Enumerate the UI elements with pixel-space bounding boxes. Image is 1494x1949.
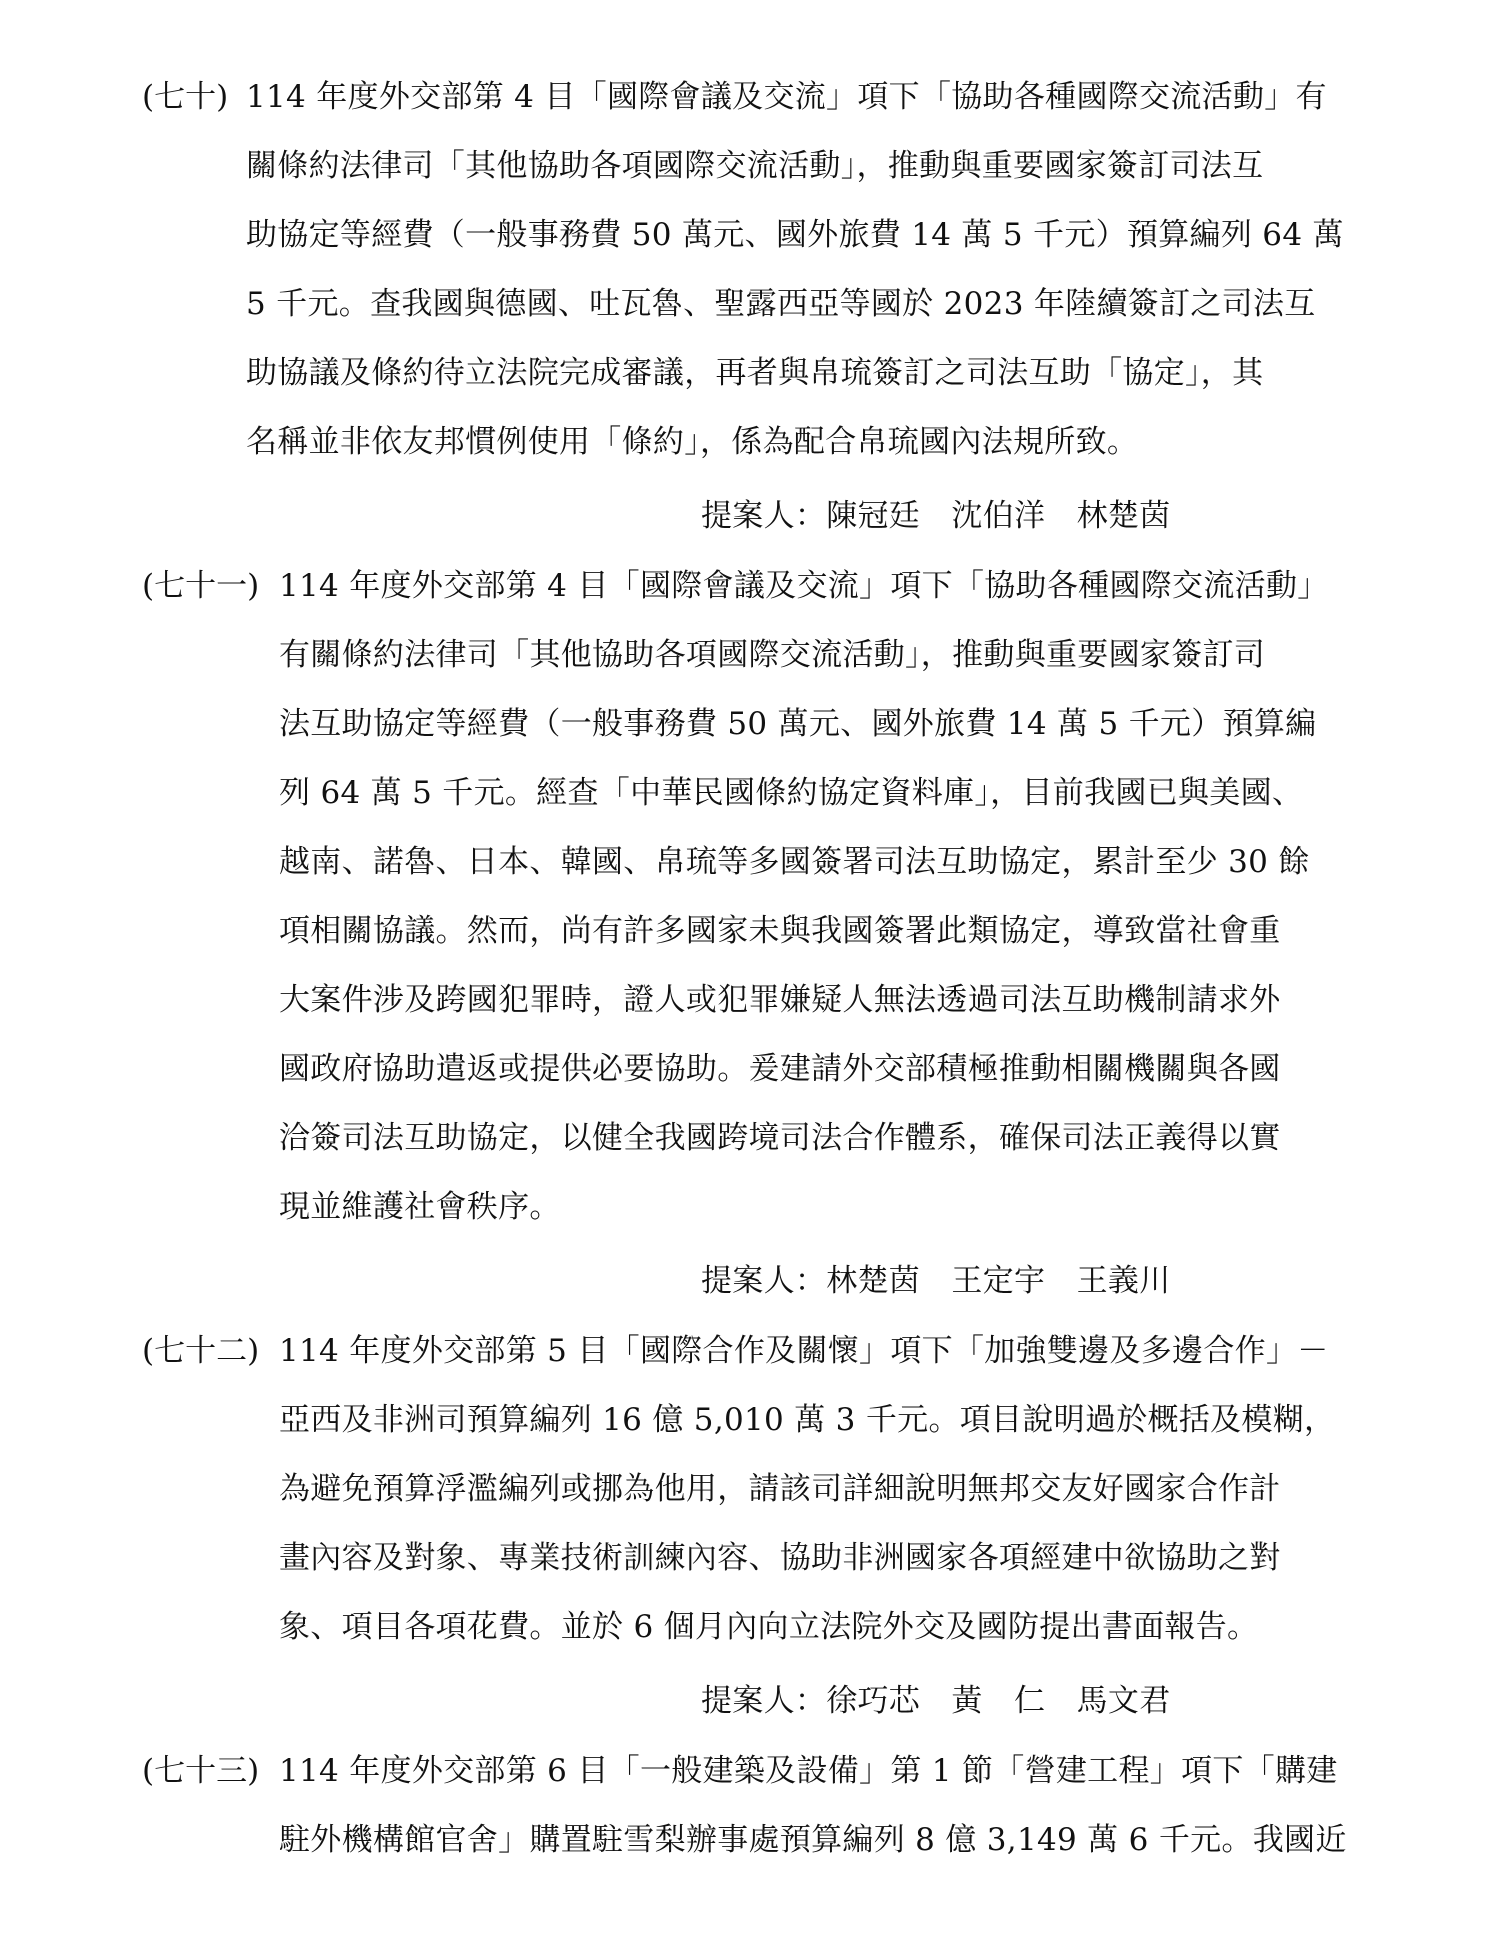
paragraph-line: 有關條約法律司「其他協助各項國際交流活動」，推動與重要國家簽訂司 [279, 637, 1266, 673]
paragraph-line: 法互助協定等經費（一般事務費 50 萬元、國外旅費 14 萬 5 千元）預算編 [279, 706, 1317, 742]
paragraph-line: 國政府協助遣返或提供必要協助。爰建請外交部積極推動相關機關與各國 [279, 1051, 1281, 1087]
paragraph-line: 助協定等經費（一般事務費 50 萬元、國外旅費 14 萬 5 千元）預算編列 64 萬 [246, 217, 1344, 253]
paragraph-line: 大案件涉及跨國犯罪時，證人或犯罪嫌疑人無法透過司法互助機制請求外 [279, 982, 1281, 1018]
paragraph-line: 越南、諾魯、日本、韓國、帛琉等多國簽署司法互助協定，累計至少 30 餘 [279, 844, 1310, 880]
paragraph-line: 名稱並非依友邦慣例使用「條約」，係為配合帛琉國內法規所致。 [246, 424, 1139, 460]
item-number: (七十一) [142, 568, 260, 604]
paragraph-line: 助協議及條約待立法院完成審議，再者與帛琉簽訂之司法互助「協定」，其 [246, 355, 1264, 391]
paragraph-line: 114 年度外交部第 6 目「一般建築及設備」第 1 節「營建工程」項下「購建 [279, 1753, 1338, 1789]
paragraph-line: 114 年度外交部第 4 目「國際會議及交流」項下「協助各種國際交流活動」有 [246, 79, 1327, 115]
item-number: (七十) [142, 79, 229, 115]
item-number: (七十二) [142, 1333, 260, 1369]
paragraph-line: 114 年度外交部第 4 目「國際會議及交流」項下「協助各種國際交流活動」 [279, 568, 1329, 604]
proposers: 提案人：林楚茵 王定宇 王義川 [701, 1263, 1171, 1299]
proposers: 提案人：陳冠廷 沈伯洋 林楚茵 [701, 498, 1171, 534]
paragraph-line: 5 千元。查我國與德國、吐瓦魯、聖露西亞等國於 2023 年陸續簽訂之司法互 [246, 286, 1316, 322]
paragraph-line: 象、項目各項花費。並於 6 個月內向立法院外交及國防提出書面報告。 [279, 1609, 1259, 1645]
item-number: (七十三) [142, 1753, 260, 1789]
paragraph-line: 現並維護社會秩序。 [279, 1189, 561, 1225]
paragraph-line: 畫內容及對象、專業技術訓練內容、協助非洲國家各項經建中欲協助之對 [279, 1540, 1281, 1576]
paragraph-line: 列 64 萬 5 千元。經查「中華民國條約協定資料庫」，目前我國已與美國、 [279, 775, 1304, 811]
paragraph-line: 為避免預算浮濫編列或挪為他用，請該司詳細說明無邦交友好國家合作計 [279, 1471, 1281, 1507]
paragraph-line: 洽簽司法互助協定，以健全我國跨境司法合作體系，確保司法正義得以實 [279, 1120, 1281, 1156]
paragraph-line: 114 年度外交部第 5 目「國際合作及關懷」項下「加強雙邊及多邊合作」－ [279, 1333, 1329, 1369]
paragraph-line: 駐外機構館官舍」購置駐雪梨辦事處預算編列 8 億 3,149 萬 6 千元。我國近 [279, 1822, 1347, 1858]
proposers: 提案人：徐巧芯 黃 仁 馬文君 [701, 1683, 1171, 1719]
paragraph-line: 關條約法律司「其他協助各項國際交流活動」，推動與重要國家簽訂司法互 [246, 148, 1264, 184]
paragraph-line: 項相關協議。然而，尚有許多國家未與我國簽署此類協定，導致當社會重 [279, 913, 1281, 949]
paragraph-line: 亞西及非洲司預算編列 16 億 5,010 萬 3 千元。項目說明過於概括及模糊， [279, 1402, 1336, 1438]
